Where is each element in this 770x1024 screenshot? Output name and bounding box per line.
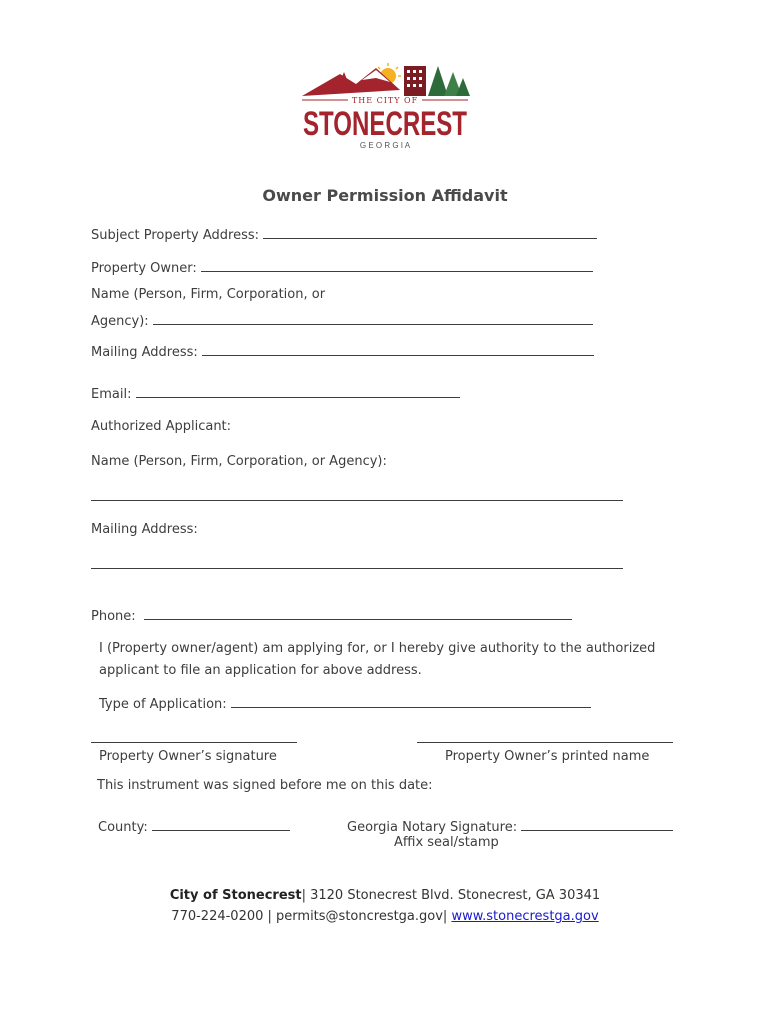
county-row <box>98 818 290 835</box>
type-of-application-label: Type of Application: <box>99 697 227 712</box>
mailing-address-label: Mailing Address: <box>91 345 198 360</box>
property-owner-input[interactable] <box>201 259 593 272</box>
subject-property-label: Subject Property Address: <box>91 228 260 243</box>
statement-line2: applicant to file an application for above address. <box>99 663 422 678</box>
type-of-application-row <box>99 695 591 712</box>
footer-city: City of Stonecrest <box>169 888 302 903</box>
property-owner-row <box>91 259 593 276</box>
email-label: Email: <box>91 387 132 402</box>
applicant-mailing-input[interactable] <box>91 568 623 569</box>
statement-line1: I (Property owner/agent) am applying for, or I hereby give authority to the authorized <box>99 641 656 656</box>
email-row <box>91 385 460 402</box>
footer-address-line <box>0 888 770 903</box>
name-label-line2: Agency): <box>91 314 149 329</box>
applicant-mailing-label: Mailing Address: <box>91 522 198 537</box>
county-input[interactable] <box>152 818 290 831</box>
footer-website-link[interactable]: www.stonecrestga.gov <box>451 909 599 924</box>
notary-signature-label: Georgia Notary Signature: <box>347 820 518 835</box>
county-label: County: <box>98 820 148 835</box>
applicant-name-label: Name (Person, Firm, Corporation, or Agency): <box>91 454 387 469</box>
owner-printed-name-label: Property Owner’s printed name <box>445 749 650 764</box>
subject-property-input[interactable] <box>263 226 597 239</box>
page-title: Owner Permission Affidavit <box>262 186 508 205</box>
footer-phone: 770-224-0200 <box>171 909 264 924</box>
applicant-name-input[interactable] <box>91 500 623 501</box>
notary-signature-input[interactable] <box>521 818 673 831</box>
logo-top-text: THE CITY OF <box>351 96 419 105</box>
name-label-line1: Name (Person, Firm, Corporation, or <box>91 287 326 302</box>
name-row <box>91 312 593 329</box>
mailing-address-row <box>91 343 594 360</box>
type-of-application-input[interactable] <box>231 695 591 708</box>
subject-property-row <box>91 226 597 243</box>
email-input[interactable] <box>136 385 460 398</box>
authorized-applicant-heading: Authorized Applicant: <box>91 419 232 434</box>
footer-email: | permits@stoncrestga.gov| <box>263 909 452 924</box>
phone-row <box>91 607 572 624</box>
phone-label: Phone: <box>91 609 136 624</box>
mailing-address-input[interactable] <box>202 343 594 356</box>
footer-address: | 3120 Stonecrest Blvd. Stonecrest, GA 30341 <box>301 888 601 903</box>
notary-signature-row <box>347 818 673 835</box>
footer-contact-line <box>0 909 770 924</box>
signed-before-text: This instrument was signed before me on this date: <box>97 778 433 793</box>
owner-name-input[interactable] <box>153 312 593 325</box>
owner-signature-label: Property Owner’s signature <box>99 749 277 764</box>
stonecrest-logo <box>300 60 470 152</box>
logo-name: STONECREST <box>303 105 468 143</box>
property-owner-label: Property Owner: <box>91 261 197 276</box>
owner-printed-name-input[interactable] <box>417 742 673 743</box>
phone-input[interactable] <box>144 607 572 620</box>
logo-state: G E O R G I A <box>359 141 411 150</box>
affix-seal-label: Affix seal/stamp <box>394 835 499 850</box>
owner-signature-input[interactable] <box>91 742 297 743</box>
